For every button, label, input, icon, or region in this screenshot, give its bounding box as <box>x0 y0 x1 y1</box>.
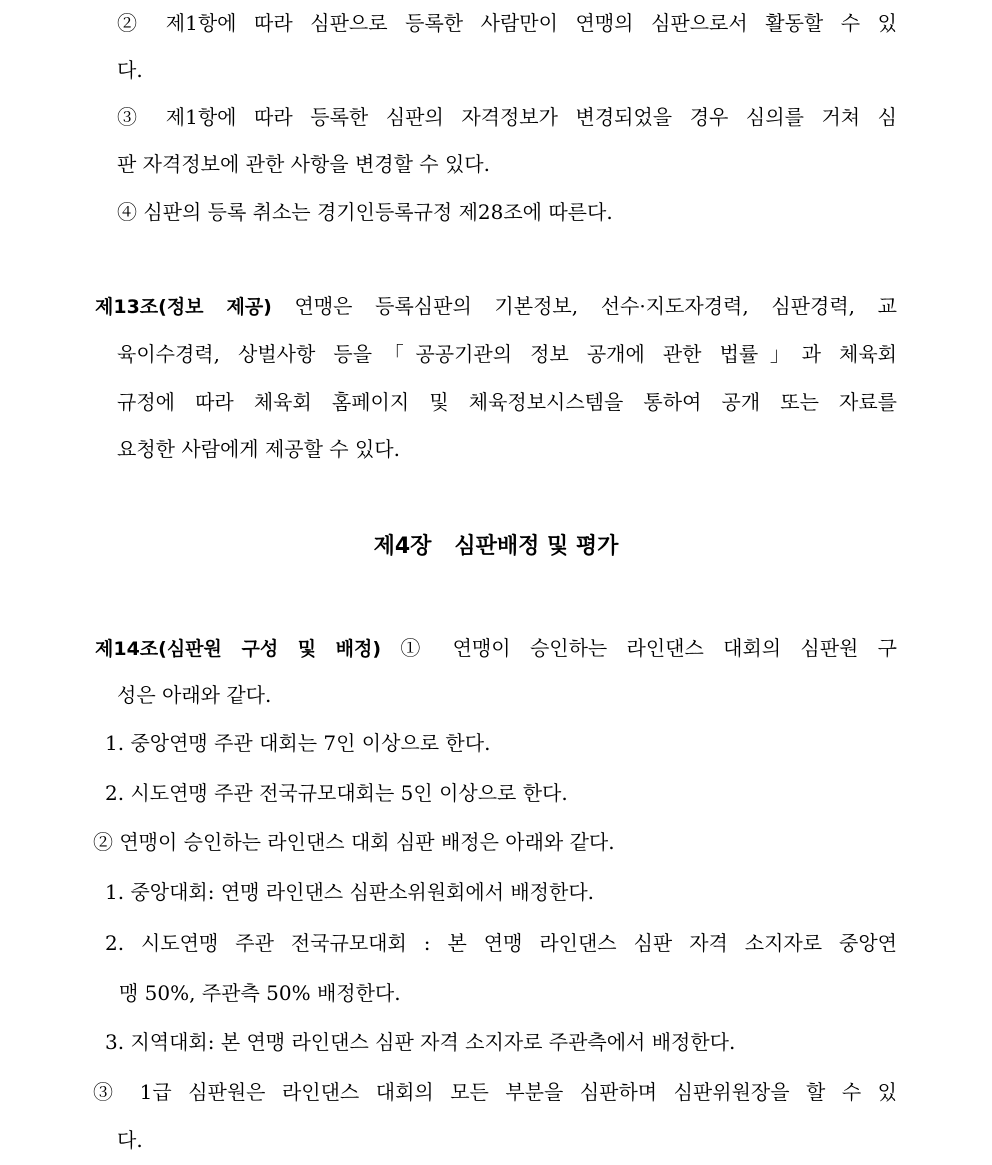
art14-item1-1: 1. 중앙연맹 주관 대회는 7인 이상으로 한다. <box>105 731 491 755</box>
art14-item1-2: 2. 시도연맹 주관 전국규모대회는 5인 이상으로 한다. <box>105 781 568 805</box>
art12-para3-line1: ③ 제1항에 따라 등록한 심판의 자격정보가 변경되었을 경우 심의를 거쳐 심 <box>117 105 897 129</box>
art12-para2-line1: ② 제1항에 따라 심판으로 등록한 사람만이 연맹의 심판으로서 활동할 수 있 <box>117 11 897 35</box>
art12-para4-line1: ④ 심판의 등록 취소는 경기인등록규정 제28조에 따른다. <box>117 200 613 224</box>
art12-para2-line2: 다. <box>117 58 143 82</box>
art13-title: 제13조(정보 제공) <box>95 296 272 318</box>
art14-line1 <box>95 633 897 663</box>
art14-item2-2-line2: 맹 50%, 주관측 50% 배정한다. <box>119 981 401 1005</box>
art14-para3-line2: 다. <box>117 1128 143 1152</box>
art14-para3-line1: ③ 1급 심판원은 라인댄스 대회의 모든 부분을 심판하며 심판위원장을 할 수 있 <box>93 1080 897 1104</box>
art14-title: 제14조(심판원 구성 및 배정) <box>95 638 382 660</box>
art14-para2: ② 연맹이 승인하는 라인댄스 대회 심판 배정은 아래와 같다. <box>93 830 615 854</box>
art13-line2: 육이수경력, 상벌사항 등을「공공기관의 정보 공개에 관한 법률」과 체육회 <box>117 342 897 366</box>
art12-para3-line2: 판 자격정보에 관한 사항을 변경할 수 있다. <box>117 152 490 176</box>
art14-item2-1: 1. 중앙대회: 연맹 라인댄스 심판소위원회에서 배정한다. <box>105 880 595 904</box>
art13-line1 <box>95 291 897 321</box>
art14-line2: 성은 아래와 같다. <box>117 683 272 707</box>
art13-line1-text: 연맹은 등록심판의 기본정보, 선수·지도자경력, 심판경력, 교 <box>271 294 897 318</box>
art13-line3: 규정에 따라 체육회 홈페이지 및 체육정보시스템을 통하여 공개 또는 자료를 <box>117 390 897 414</box>
art14-item2-2-line1: 2. 시도연맹 주관 전국규모대회 : 본 연맹 라인댄스 심판 자격 소지자로 중앙연 <box>105 931 897 955</box>
art14-item2-3: 3. 지역대회: 본 연맹 라인댄스 심판 자격 소지자로 주관측에서 배정한다. <box>105 1030 736 1054</box>
art14-line1-text: ① 연맹이 승인하는 라인댄스 대회의 심판원 구 <box>381 636 897 660</box>
chapter-heading: 제4장 심판배정 및 평가 <box>373 534 619 559</box>
art13-line4: 요청한 사람에게 제공할 수 있다. <box>117 437 400 461</box>
